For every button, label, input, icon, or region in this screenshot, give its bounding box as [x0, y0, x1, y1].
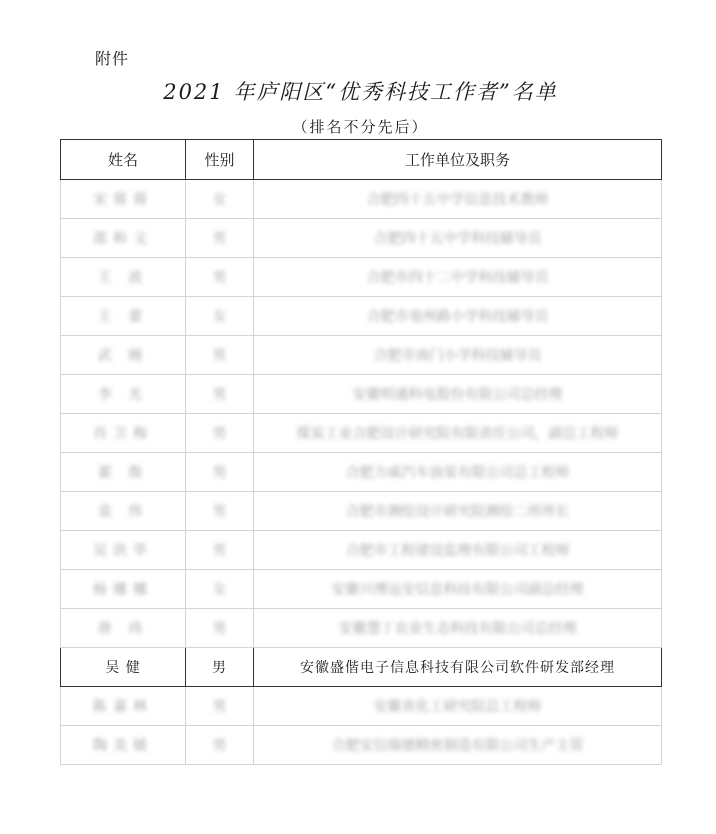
gender-cell: 男	[186, 726, 254, 765]
gender-cell: 女	[186, 570, 254, 609]
honoree-table	[60, 139, 662, 765]
unit-cell: 安徽慧丁农业生态科技有限公司总经理	[254, 609, 662, 648]
name-cell: 王 波	[61, 258, 186, 297]
gender-cell: 男	[186, 414, 254, 453]
table-row	[61, 219, 662, 258]
unit-cell: 安徽盛偕电子信息科技有限公司软件研发部经理	[254, 648, 662, 687]
header-unit: 工作单位及职务	[254, 140, 662, 180]
gender-cell: 男	[186, 609, 254, 648]
gender-cell: 男	[186, 375, 254, 414]
gender-cell: 男	[186, 336, 254, 375]
table-row	[61, 180, 662, 219]
name-cell: 杨娜娜	[61, 570, 186, 609]
gender-cell: 女	[186, 180, 254, 219]
table-row	[61, 726, 662, 765]
table-row	[61, 570, 662, 609]
name-cell: 唐 玮	[61, 609, 186, 648]
table-row	[61, 609, 662, 648]
gender-cell: 男	[186, 219, 254, 258]
header-name: 姓名	[61, 140, 186, 180]
unit-cell: 煤炭工业合肥设计研究院有限责任公司，副总工程师	[254, 414, 662, 453]
name-cell: 陈嘉林	[61, 687, 186, 726]
table-body	[61, 180, 662, 765]
unit-cell: 合肥市亳州路小学科技辅导员	[254, 297, 662, 336]
name-cell: 王 蕾	[61, 297, 186, 336]
name-cell: 邵和文	[61, 219, 186, 258]
document-title: 2021 年庐阳区“优秀科技工作者”名单	[163, 80, 558, 104]
unit-cell: 合肥四十五中学信息技术教师	[254, 180, 662, 219]
header-gender: 性别	[186, 140, 254, 180]
gender-cell: 男	[186, 492, 254, 531]
name-cell: 武 刚	[61, 336, 186, 375]
document-subtitle: （排名不分先后）	[292, 118, 429, 136]
name-cell: 肖卫梅	[61, 414, 186, 453]
name-cell: 袁 伟	[61, 492, 186, 531]
gender-cell: 男	[186, 687, 254, 726]
unit-cell: 安徽明通科电股份有限公司总经理	[254, 375, 662, 414]
gender-cell: 男	[186, 531, 254, 570]
table-row	[61, 375, 662, 414]
unit-cell: 安徽兴博远安信息科技有限公司副总经理	[254, 570, 662, 609]
table-row	[61, 336, 662, 375]
unit-cell: 合肥市四十二中学科技辅导员	[254, 258, 662, 297]
unit-cell: 合肥力威汽车油泵有限公司总工程师	[254, 453, 662, 492]
table-row	[61, 492, 662, 531]
gender-cell: 男	[186, 453, 254, 492]
table-row	[61, 414, 662, 453]
unit-cell: 合肥市测绘设计研究院测绘二所所长	[254, 492, 662, 531]
table-row	[61, 297, 662, 336]
table-row	[61, 648, 662, 687]
name-cell: 李 光	[61, 375, 186, 414]
table-header-row	[61, 140, 662, 180]
name-cell: 吴 健	[61, 648, 186, 687]
attachment-label: 附件	[95, 49, 130, 68]
name-cell: 翟 俊	[61, 453, 186, 492]
unit-cell: 合肥安信瑞德精密制造有限公司生产主管	[254, 726, 662, 765]
table-row	[61, 453, 662, 492]
unit-cell: 合肥市南门小学科技辅导员	[254, 336, 662, 375]
table-row	[61, 531, 662, 570]
unit-cell: 合肥市工程建设监理有限公司工程师	[254, 531, 662, 570]
gender-cell: 男	[186, 648, 254, 687]
unit-cell: 合肥四十五中学科技辅导员	[254, 219, 662, 258]
gender-cell: 男	[186, 258, 254, 297]
name-cell: 宋蓉蓉	[61, 180, 186, 219]
table-row	[61, 258, 662, 297]
name-cell: 陶美媛	[61, 726, 186, 765]
gender-cell: 女	[186, 297, 254, 336]
unit-cell: 安徽省化工研究院总工程师	[254, 687, 662, 726]
table-row	[61, 687, 662, 726]
name-cell: 吴洪华	[61, 531, 186, 570]
